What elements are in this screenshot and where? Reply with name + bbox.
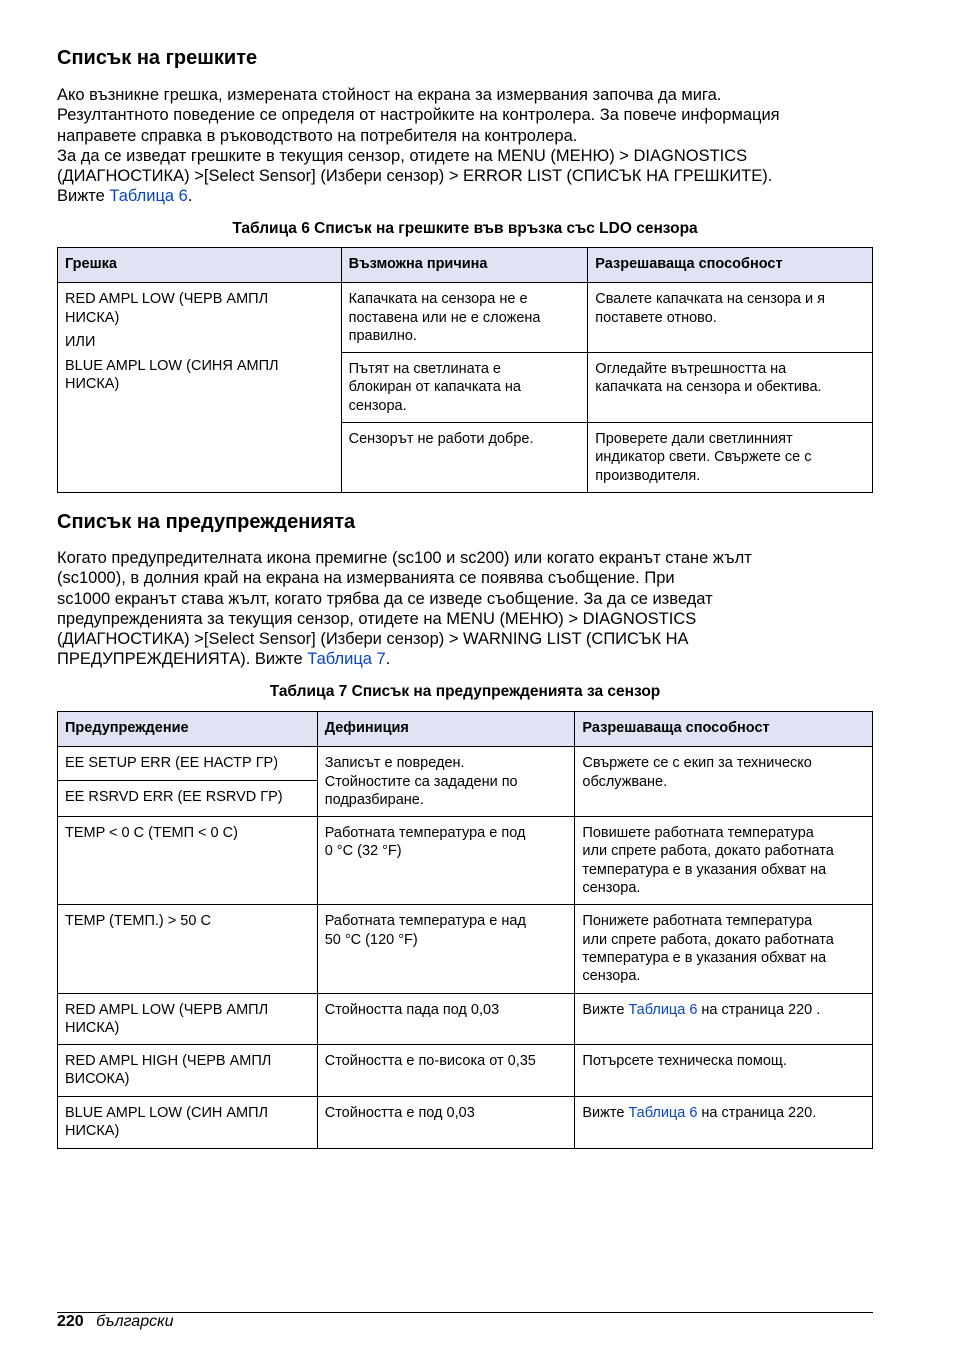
table-header-row: [58, 248, 873, 283]
cause-cell: [341, 423, 588, 493]
cell-line: правилно.: [348, 327, 417, 344]
para-line: направете справка в ръководството на потребителя на контролера.: [57, 126, 578, 145]
footer-divider: [57, 1312, 873, 1313]
cell-line: индикатор свети. Свържете се с: [595, 449, 812, 466]
para-line: (ДИАГНОСТИКА) >[Select Sensor] (Избери сензор) > WARNING LIST (СПИСЪК НА: [57, 630, 689, 649]
cell-line: блокиран от капачката на: [348, 379, 521, 396]
cell-line: Стойностите са зададени по: [324, 773, 518, 790]
cell-line: BLUE AMPL LOW (СИН АМПЛ: [65, 1104, 269, 1121]
cause-cell: [341, 353, 588, 423]
cell-line: подразбиране.: [324, 791, 424, 808]
definition-cell: [317, 817, 575, 905]
see-suffix: .: [187, 187, 193, 206]
definition-cell: [317, 905, 575, 993]
see-suffix: .: [385, 650, 391, 669]
cell-line: Проверете дали светлинният: [595, 431, 793, 448]
resolution-cell: [588, 283, 873, 353]
see-text: ПРЕДУПРЕЖДЕНИЯТА). Вижте: [57, 650, 308, 669]
resolution-cell: [588, 353, 873, 423]
cell-line: Работната температура е под: [324, 825, 526, 842]
page-footer: [57, 1313, 174, 1331]
cell-line: сензора.: [582, 968, 641, 985]
table-header-row: [58, 712, 873, 747]
table7-caption: Таблица 7 Списък на предупрежденията за сензор: [269, 683, 661, 700]
see-text: Вижте: [582, 1001, 629, 1018]
page-ref-text: на страница 220 .: [697, 1001, 821, 1018]
cell-line: Сензорът не работи добре.: [348, 431, 534, 448]
warnings-intro-paragraph: [57, 548, 873, 670]
cell-line: Огледайте вътрешността на: [595, 361, 787, 378]
para-line: (sc1000), в долния край на екрана на измерванията се появява съобщение. При: [57, 569, 675, 588]
cell-line: НИСКА): [65, 1019, 120, 1036]
cause-cell: [341, 283, 588, 353]
page-ref-text: на страница 220.: [697, 1104, 817, 1121]
definition-cell: Стойността пада под 0,03: [317, 993, 575, 1045]
definition-cell: [317, 747, 575, 817]
col-header-cause: Възможна причина: [341, 248, 588, 283]
table-row: [58, 1045, 873, 1097]
warnings-table: [57, 711, 873, 1149]
para-line: sc1000 екранът става жълт, когато трябва да се изведе съобщение. За да се изведат: [57, 589, 713, 608]
see-text: Вижте: [582, 1104, 629, 1121]
cell-line: или спрете работа, докато работната: [582, 843, 834, 860]
table-row: [58, 905, 873, 993]
table6-link[interactable]: Таблица 6: [628, 1104, 698, 1121]
errors-table: [57, 247, 873, 493]
col-header-error: Грешка: [58, 248, 342, 283]
cell-line: Капачката на сензора не е: [348, 291, 528, 308]
col-header-resolution: Разрешаваща способност: [588, 248, 873, 283]
cell-line: Пътят на светлината е: [348, 361, 501, 378]
table-row: [58, 283, 873, 353]
cell-line: Работната температура е над: [324, 913, 526, 930]
cell-line: капачката на сензора и обектива.: [595, 379, 822, 396]
resolution-cell: [575, 905, 873, 993]
para-line: [57, 186, 873, 206]
resolution-cell: Потърсете техническа помощ.: [575, 1045, 873, 1097]
para-line: [57, 649, 873, 669]
para-line: (ДИАГНОСТИКА) >[Select Sensor] (Избери сензор) > ERROR LIST (СПИСЪК НА ГРЕШКИТЕ).: [57, 167, 773, 186]
cell-line: обслужване.: [582, 773, 668, 790]
error-name: НИСКА): [65, 309, 120, 326]
cell-line: Свържете се с екип за техническо: [582, 755, 812, 772]
page-number: 220: [57, 1313, 84, 1330]
cell-line: поставете отново.: [595, 309, 717, 326]
resolution-cell: [575, 747, 873, 817]
cell-line: Свалете капачката на сензора и я: [595, 291, 825, 308]
cell-line: сензора.: [582, 880, 641, 897]
cell-line: RED AMPL LOW (ЧЕРВ АМПЛ: [65, 1001, 269, 1018]
cell-line: поставена или не е сложена: [348, 309, 541, 326]
table7-link[interactable]: Таблица 7: [307, 650, 386, 669]
table-row: [58, 1096, 873, 1148]
cell-line: 0 °C (32 °F): [324, 843, 402, 860]
section-heading-errors: Списък на грешките: [57, 47, 258, 69]
warning-cell: EE SETUP ERR (EE НАСТР ГР): [58, 747, 318, 781]
cell-line: сензора.: [348, 397, 407, 414]
or-text: ИЛИ: [65, 333, 96, 350]
table6-caption: Таблица 6 Списък на грешките във връзка със LDO сензора: [232, 220, 698, 237]
para-line: Когато предупредителната икона премигне (sc100 и sc200) или когато екранът стане жълт: [57, 549, 752, 567]
cell-line: температура е в указания обхват на: [582, 949, 827, 966]
para-line: предупрежденията за текущия сензор, отидете на MENU (МЕНЮ) > DIAGNOSTICS: [57, 609, 697, 628]
warning-cell: [58, 1096, 318, 1148]
cell-line: ВИСОКА): [65, 1071, 130, 1088]
definition-cell: Стойността е под 0,03: [317, 1096, 575, 1148]
warning-cell: EE RSRVD ERR (EE RSRVD ГР): [58, 781, 318, 817]
cell-line: или спрете работа, докато работната: [582, 931, 834, 948]
col-header-resolution: Разрешаваща способност: [575, 712, 873, 747]
cell-line: температура е в указания обхват на: [582, 861, 827, 878]
table-row: [58, 817, 873, 905]
resolution-cell: [575, 817, 873, 905]
para-line: Ако възникне грешка, измерената стойност на екрана за измервания започва да мига.: [57, 86, 722, 104]
para-line: Резултантното поведение се определя от настройките на контролера. За повече информация: [57, 106, 780, 125]
resolution-cell: [575, 1096, 873, 1148]
error-name: RED AMPL LOW (ЧЕРВ АМПЛ: [65, 291, 269, 308]
cell-line: Повишете работната температура: [582, 825, 814, 842]
error-cell: [58, 283, 342, 493]
warning-cell: [58, 1045, 318, 1097]
warning-cell: TEMP (ТЕМП.) > 50 C: [58, 905, 318, 993]
cell-line: производителя.: [595, 467, 701, 484]
cell-line: Понижете работната температура: [582, 913, 813, 930]
cell-line: 50 °C (120 °F): [324, 931, 418, 948]
table-row: [58, 993, 873, 1045]
cell-line: Записът е повреден.: [324, 755, 465, 772]
resolution-cell: [588, 423, 873, 493]
warning-cell: TEMP < 0 C (ТЕМП < 0 C): [58, 817, 318, 905]
para-line: За да се изведат грешките в текущия сензор, отидете на MENU (МЕНЮ) > DIAGNOSTICS: [57, 146, 748, 165]
error-name: BLUE AMPL LOW (СИНЯ АМПЛ: [65, 358, 279, 375]
footer-language: български: [96, 1313, 174, 1330]
resolution-cell: [575, 993, 873, 1045]
table6-link[interactable]: Таблица 6: [628, 1001, 698, 1018]
col-header-definition: Дефиниция: [317, 712, 575, 747]
warning-cell: [58, 993, 318, 1045]
error-name: НИСКА): [65, 376, 120, 393]
definition-cell: Стойността е по-висока от 0,35: [317, 1045, 575, 1097]
see-text: Вижте: [57, 187, 110, 206]
table6-link[interactable]: Таблица 6: [109, 187, 188, 206]
table-row: [58, 747, 873, 781]
col-header-warning: Предупреждение: [58, 712, 318, 747]
cell-line: НИСКА): [65, 1123, 120, 1140]
cell-line: RED AMPL HIGH (ЧЕРВ АМПЛ: [65, 1053, 272, 1070]
section-heading-warnings: Списък на предупрежденията: [57, 511, 356, 533]
errors-intro-paragraph: [57, 85, 873, 207]
